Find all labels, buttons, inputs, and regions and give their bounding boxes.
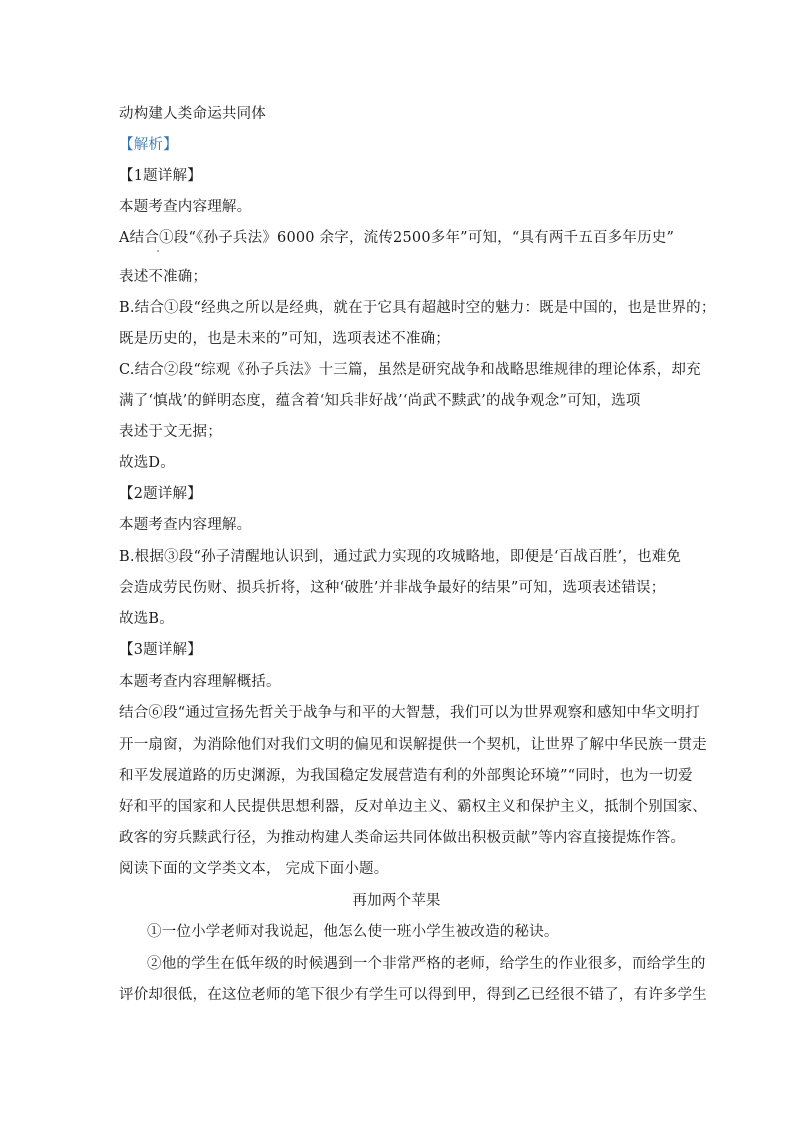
text-line: A结合①段“《孙子兵法》6000 余字，流传2500多年”可知，“具有两千五百多年历史” <box>119 230 675 246</box>
text-line: 阅读下面的文学类文本， 完成下面小题。 <box>119 861 389 877</box>
text-line: 满了‘慎战’的鲜明态度，蕴含着‘知兵非好战’‘尚武不黩武’的战争观念”可知，选项 <box>119 393 641 409</box>
text-line: 政客的穷兵黩武行径，为推动构建人类命运共同体做出积极贡献”等内容直接提炼作答。 <box>119 830 686 846</box>
text-line: 本题考查内容理解。 <box>119 517 252 533</box>
text-line: 评价却很低，在这位老师的笔下很少有学生可以得到甲，得到乙已经很不错了，有许多学生 <box>119 987 707 1003</box>
text-line: 本题考查内容理解概括。 <box>119 674 281 690</box>
section-heading: 【2题详解】 <box>119 486 202 502</box>
text-line: 既是历史的，也是未来的”可知，选项表述不准确； <box>119 331 451 347</box>
section-heading: 【3题详解】 <box>119 642 202 658</box>
text-line: 故选D。 <box>119 455 175 471</box>
stray-mark <box>157 250 159 252</box>
paragraph-2: ②他的学生在低年级的时候遇到一个非常严格的老师，给学生的作业很多，而给学生的 <box>147 956 706 972</box>
section-heading: 【1题详解】 <box>119 168 202 184</box>
text-line: B.结合①段“经典之所以是经典，就在于它具有超越时空的魅力：既是中国的，也是世界的； <box>119 300 716 316</box>
text-line: 本题考查内容理解。 <box>119 199 252 215</box>
text-line: 动构建人类命运共同体 <box>119 106 266 122</box>
text-line: 和平发展道路的历史渊源，为我国稳定发展营造有利的外部舆论环境”“同时，也为一切爱 <box>119 768 693 784</box>
paragraph-1: ①一位小学老师对我说起，他怎么使一班小学生被改造的秘诀。 <box>147 924 559 940</box>
text-line: 好和平的国家和人民提供思想利器，反对单边主义、霸权主义和保护主义，抵制个别国家、 <box>119 799 707 815</box>
text-line: 开一扇窗，为消除他们对我们文明的偏见和误解提供一个契机，让世界了解中华民族一贯走 <box>119 737 707 753</box>
text-line: B.根据③段“孙子清醒地认识到，通过武力实现的攻城略地，即便是‘百战百胜’，也难免 <box>119 549 682 565</box>
text-line: 表述于文无据； <box>119 424 222 440</box>
text-line: 会造成劳民伤财、损兵折将，这种‘破胜’并非战争最好的结果”可知，选项表述错误； <box>119 580 666 596</box>
text-line: 表述不准确； <box>119 269 208 285</box>
text-line: 故选B。 <box>119 611 174 627</box>
story-title: 再加两个苹果 <box>352 893 441 909</box>
analysis-label: 【解析】 <box>119 137 178 153</box>
text-line: 结合⑥段“通过宣扬先哲关于战争与和平的大智慧，我们可以为世界观察和感知中华文明打 <box>119 705 700 721</box>
text-line: C.结合②段“综观《孙子兵法》十三篇，虽然是研究战争和战略思维规律的理论体系，却充 <box>119 362 701 378</box>
